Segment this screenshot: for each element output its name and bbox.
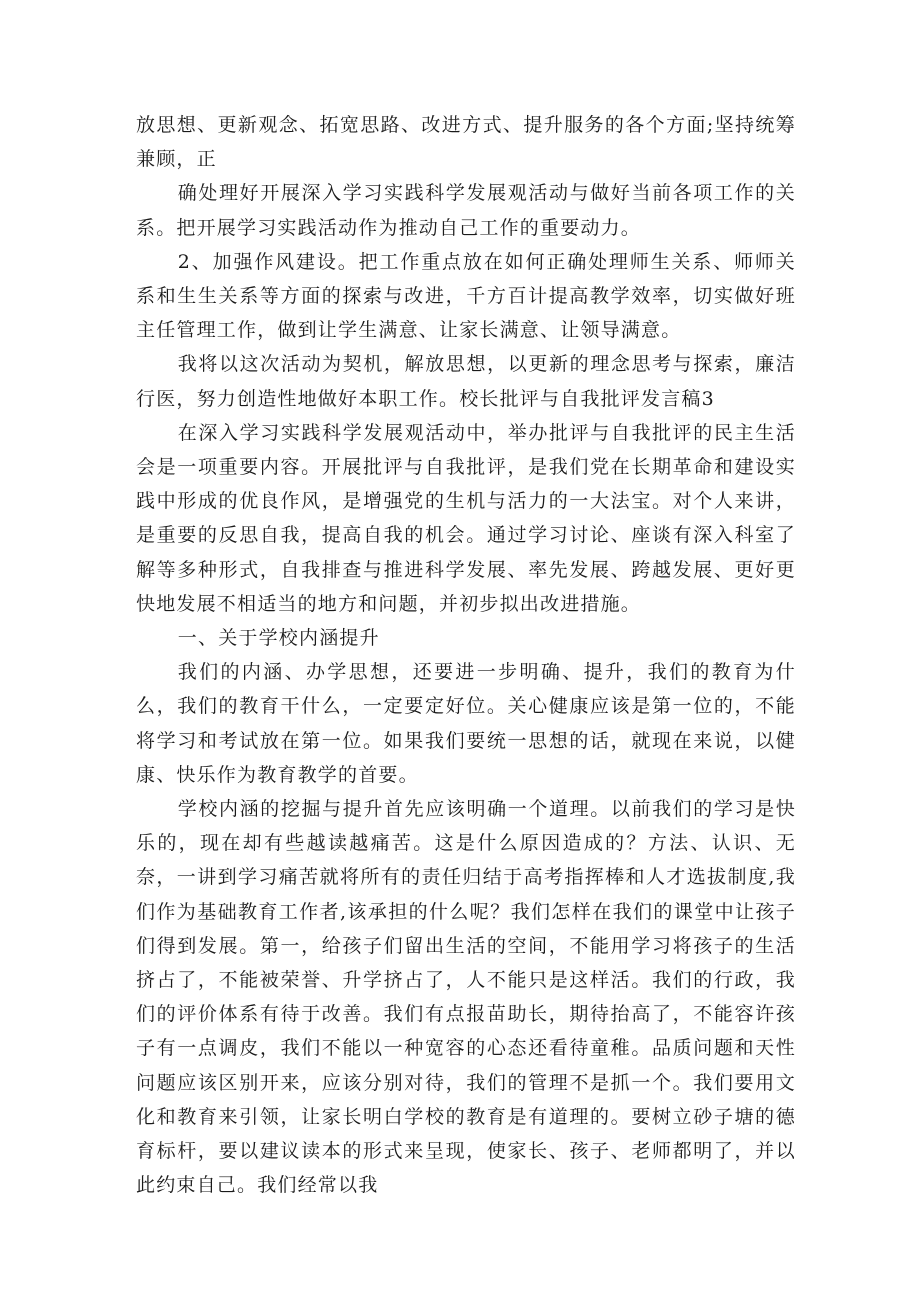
section-heading: 一、关于学校内涵提升	[177, 627, 380, 650]
paragraph: 我将以这次活动为契机，解放思想，以更新的理念思考与探索，廉洁行医，努力创造性地做好本职工作。校长批评与自我批评发言稿3	[136, 353, 796, 410]
paragraph: 我们的内涵、办学思想，还要进一步明确、提升，我们的教育为什么，我们的教育干什么，一定要定好位。关心健康应该是第一位的，不能将学习和考试放在第一位。如果我们要统一思想的话，就现在来说，以健康、快乐作为教育教学的首要。	[136, 661, 796, 786]
paragraph: 确处理好开展深入学习实践科学发展观活动与做好当前各项工作的关系。把开展学习实践活动作为推动自己工作的重要动力。	[136, 182, 796, 239]
document-page	[136, 108, 796, 1203]
paragraph: 在深入学习实践科学发展观活动中，举办批评与自我批评的民主生活会是一项重要内容。开展批评与自我批评，是我们党在长期革命和建设实践中形成的优良作风，是增强党的生机与活力的一大法宝。对个人来讲，是重要的反思自我，提高自我的机会。通过学习讨论、座谈有深入科室了解等多种形式，自我排查与推进科学发展、率先发展、跨越发展、更好更快地发展不相适当的地方和问题，并初步拟出改进措施。	[136, 421, 796, 615]
paragraph: 放思想、更新观念、拓宽思路、改进方式、提升服务的各个方面;坚持统筹兼顾，正	[136, 114, 796, 171]
paragraph: 学校内涵的挖掘与提升首先应该明确一个道理。以前我们的学习是快乐的，现在却有些越读越痛苦。这是什么原因造成的？方法、认识、无奈，一讲到学习痛苦就将所有的责任归结于高考指挥棒和人才选拔制度,我们作为基础教育工作者,该承担的什么呢？我们怎样在我们的课堂中让孩子们得到发展。第一，给孩子们留出生活的空间，不能用学习将孩子的生活挤占了，不能被荣誉、升学挤占了，人不能只是这样活。我们的行政，我们的评价体系有待于改善。我们有点报苗助长，期待抬高了，不能容许孩子有一点调皮，我们不能以一种宽容的心态还看待童稚。品质问题和天性问题应该区别开来，应该分别对待，我们的管理不是抓一个。我们要用文化和教育来引领，让家长明白学校的教育是有道理的。要树立砂子塘的德育标杆，要以建议读本的形式来呈现，使家长、孩子、老师都明了，并以此约束自己。我们经常以我	[136, 798, 796, 1197]
paragraph: 2、加强作风建设。把工作重点放在如何正确处理师生关系、师师关系和生生关系等方面的探索与改进，千方百计提高教学效率，切实做好班主任管理工作，做到让学生满意、让家长满意、让领导满意。	[136, 250, 796, 342]
